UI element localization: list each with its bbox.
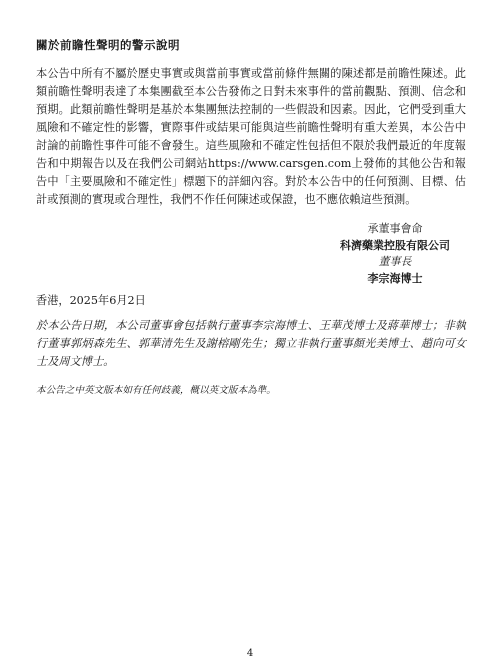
signature-block <box>330 221 460 287</box>
company-name: 科濟藥業控股有限公司 <box>340 238 450 252</box>
chairman-name: 李宗海博士 <box>367 271 423 285</box>
directors-statement: 於本公告日期，本公司董事會包括執行董事李宗海博士、王華茂博士及蔣華博士；非執行董事郭炳森先生、郭華清先生及謝榕剛先生；獨立非執行董事顏光美博士、趙向可女士及周文博士。 <box>36 319 466 368</box>
page-number: 4 <box>246 648 254 659</box>
chairman-title: 董事長 <box>378 255 412 268</box>
forward-looking-paragraph: 本公告中所有不屬於歷史事實或與當前事實或當前條件無關的陳述都是前瞻性陳述。此類前瞻性聲明表達了本集團截至本公告發佈之日對未來事件的當前觀點、預測、信念和預期。此類前瞻性聲明是基於本集團無法控制的一些假設和因素。因此，它們受到重大風險和不確定性的影響，實際事件或結果可能與這些前瞻性聲明有重大差異，本公告中討論的前瞻性事件可能不會發生。這些風險和不確定性包括但不限於我們最近的年度報告和中期報告以及在我們公司網站https://www.carsgen.com上發佈的其他公告和報告中「主要風險和不確定性」標題下的詳細內容。對於本公告中的任何預測、目標、估計或預測的實現或合理性，我們不作任何陳述或保證，也不應依賴這些預測。 <box>36 67 466 206</box>
language-disclaimer: 本公告之中英文版本如有任何歧義，概以英文版本為準。 <box>36 385 276 396</box>
date-line: 香港，2025年6月2日 <box>36 294 146 307</box>
by-order-of-board: 承董事會命 <box>367 222 423 235</box>
section-heading: 關於前瞻性聲明的警示說明 <box>36 38 180 52</box>
